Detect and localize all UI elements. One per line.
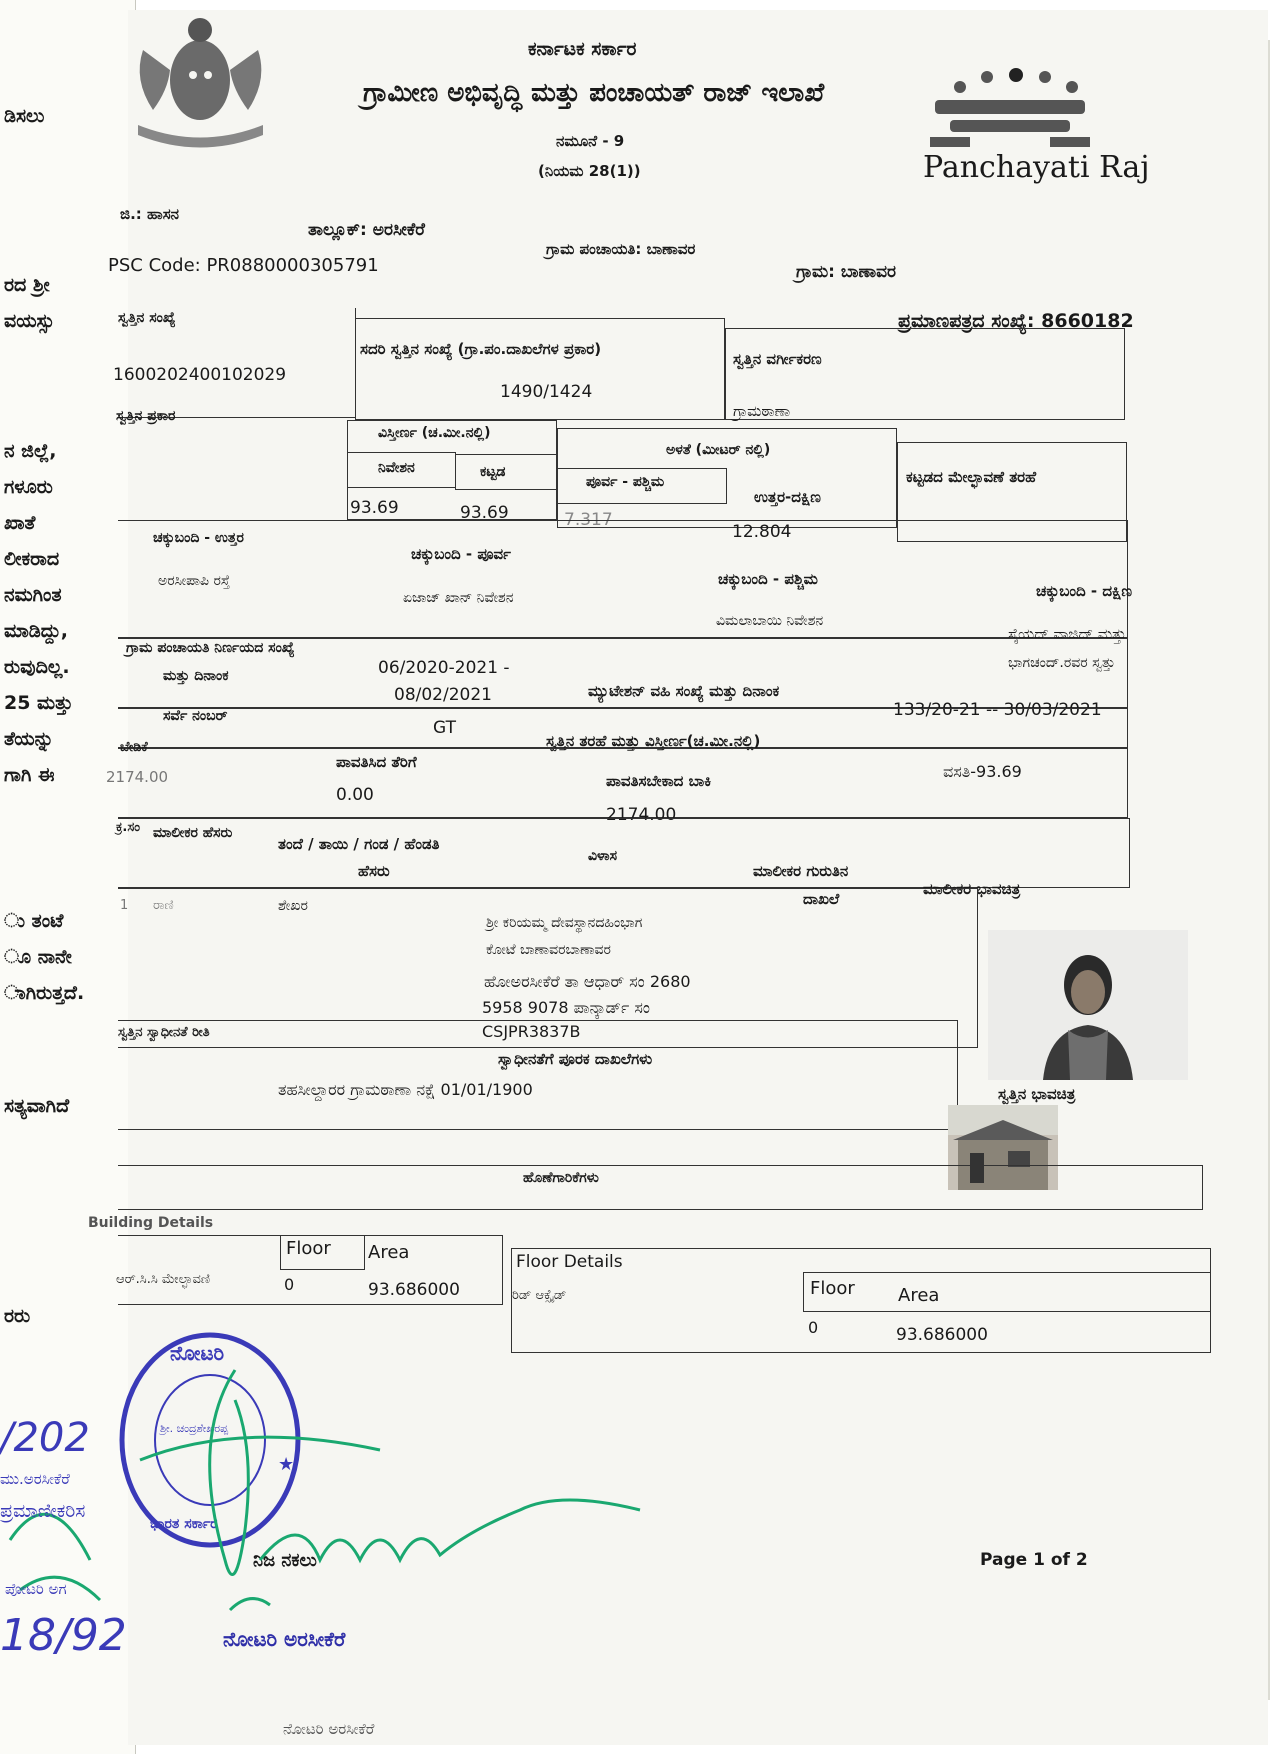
left-page-line: ು ತಂಟೆ	[4, 910, 64, 932]
resolution-label-2: ಮತ್ತು ದಿನಾಂಕ	[163, 668, 229, 684]
notary-stamp-text: ನೋಟರಿ ಅರಸೀಕೆರೆ	[223, 1627, 346, 1651]
svg-text:★: ★	[278, 1454, 295, 1475]
address-line-4: 5958 9078 ಪಾನ್ಕಾರ್ಡ್ ಸಂ	[482, 998, 650, 1017]
floor-floor-value: 0	[808, 1318, 819, 1337]
signature-icon	[0, 1360, 700, 1630]
south-boundary-label: ಚಕ್ಕುಬಂದಿ - ದಕ್ಷಿಣ	[1036, 582, 1133, 600]
bottom-faint-mark: ನೋಟರಿ ಅರಸೀಕೆರೆ	[283, 1720, 375, 1738]
district: ಜಿ.: ಹಾಸನ	[120, 205, 179, 223]
area-label: ವಿಸ್ತೀರ್ಣ (ಚ.ಮೀ.ನಲ್ಲಿ)	[378, 425, 491, 441]
mutation-label: ಮ್ಯುಟೇಶನ್ ವಹಿ ಸಂಖ್ಯೆ ಮತ್ತು ದಿನಾಂಕ	[588, 682, 780, 700]
owner-sl-value: 1	[120, 898, 129, 913]
department-title: ಗ್ರಾಮೀಣ ಅಭಿವೃದ್ಧಿ ಮತ್ತು ಪಂಚಾಯತ್ ರಾಜ್ ಇಲಾಖೆ	[363, 78, 825, 108]
property-photo-label: ಸ್ವತ್ತಿನ ಭಾವಚಿತ್ರ	[998, 1085, 1076, 1103]
idproof-label-2: ದಾಖಲೆ	[803, 890, 840, 908]
left-handwriting-1: /202	[0, 1415, 90, 1461]
seal-bottom-text: ಭಾರತ ಸರ್ಕಾರ	[150, 1516, 218, 1532]
left-page-line: ಗಾಗಿ ಈ	[4, 764, 55, 786]
building-floor-value: 0	[284, 1275, 295, 1294]
owner-photo	[988, 930, 1188, 1080]
building-label: ಕಟ್ಟಡ	[480, 464, 506, 480]
gp-number-cell	[355, 318, 725, 420]
karnataka-emblem-icon	[113, 10, 288, 160]
gp-number-label: ಸದರಿ ಸ್ವತ್ತಿನ ಸಂಖ್ಯೆ (ಗ್ರಾ.ಪಂ.ದಾಖಲೆಗಳ ಪ್ರಕಾರ)	[360, 340, 602, 358]
seal-top-text: ನೋಟರಿ	[170, 1341, 225, 1365]
floor-type-value: ರಿಡ್ ಆಕ್ಸೈಡ್	[512, 1288, 567, 1303]
left-page-line: ರರು	[4, 1305, 31, 1327]
west-boundary-value: ವಿಮಲಾಬಾಯಿ ನಿವೇಶನ	[716, 613, 824, 629]
paid-value: 0.00	[336, 785, 374, 805]
left-page-line: 25 ಮತ್ತು	[4, 692, 73, 714]
building-label-cell	[455, 454, 557, 490]
seal-center-text: ಶ್ರೀ. ಚಂದ್ರಶೇಖರಪ್ಪ	[160, 1422, 229, 1435]
roof-type-label: ಕಟ್ಟಡದ ಮೇಲ್ಛಾವಣೆ ತರಹೆ	[906, 468, 1037, 486]
left-page-line: ಗಳೂರು	[4, 476, 53, 498]
west-boundary-label: ಚಕ್ಕುಬಂದಿ - ಪಶ್ಚಿಮ	[718, 570, 818, 588]
north-south-label: ಉತ್ತರ-ದಕ್ಷಿಣ	[754, 488, 821, 506]
owner-name-value: ರಾಣಿ	[153, 898, 174, 913]
left-page-line: ತೆಯನ್ನು	[4, 728, 54, 750]
floor-floor-label: Floor	[810, 1278, 855, 1299]
owner-sl-label: ಕ್ರ.ಸಂ	[116, 820, 140, 835]
village: ಗ್ರಾಮ: ಬಾಣಾವರ	[796, 262, 897, 282]
true-copy-label: ನಿಜ ನಕಲು	[253, 1550, 317, 1571]
taluk: ತಾಲ್ಲೂಕ್: ಅರಸೀಕೆರೆ	[308, 220, 425, 240]
east-west-value: 7.317	[564, 510, 613, 530]
left-page-line: ಖಾತೆ	[4, 512, 36, 534]
left-page-line: ಸತ್ಯವಾಗಿದೆ	[4, 1095, 70, 1117]
north-boundary-label: ಚಕ್ಕುಬಂದಿ - ಉತ್ತರ	[153, 530, 244, 546]
govt-title: ಕರ್ನಾಟಕ ಸರ್ಕಾರ	[528, 38, 637, 60]
south-boundary-value-2: ಭಾಗಚಂದ್.ರವರ ಸ್ವತ್ತು	[1008, 655, 1116, 671]
owner-name-label: ಮಾಲೀಕರ ಹೆಸರು	[153, 825, 233, 841]
left-page-line: ನ ಜಿಲ್ಲೆ,	[4, 440, 57, 462]
usage-label: ಸ್ವತ್ತಿನ ತರಹೆ ಮತ್ತು ವಿಸ್ತೀರ್ಣ(ಚ.ಮೀ.ನಲ್ಲಿ)	[546, 732, 761, 750]
floor-details-header	[803, 1272, 1211, 1312]
building-area-label: Area	[368, 1242, 410, 1263]
balance-label: ಪಾವತಿಸಬೇಕಾದ ಬಾಕಿ	[606, 772, 712, 790]
liabilities-row	[118, 1165, 1203, 1210]
owner-header-row	[118, 818, 1130, 888]
east-boundary-label: ಚಕ್ಕುಬಂದಿ - ಪೂರ್ವ	[411, 545, 511, 563]
left-page-line: ೂ ನಾನೇ	[4, 946, 72, 968]
building-floor-label: Floor	[286, 1238, 331, 1259]
east-boundary-value: ಏಜಾಜ್ ಖಾನ್ ನಿವೇಶನ	[403, 590, 514, 606]
left-handwriting-5: 18/92	[0, 1610, 127, 1661]
property-type-label: ಸ್ವತ್ತಿನ ಪ್ರಕಾರ	[116, 408, 176, 424]
form-number: ನಮೂನೆ - 9	[556, 132, 625, 150]
address-line-2: ಕೋಟೆ ಬಾಣಾವರಬಾಣಾವರ	[486, 942, 611, 958]
demand-label: ಬೇಡಿಕೆ	[120, 740, 148, 755]
dimension-label: ಅಳತೆ (ಮೀಟರ್ ನಲ್ಲಿ)	[666, 442, 771, 458]
relation-label-1: ತಂದೆ / ತಾಯಿ / ಗಂಡ / ಹೆಂಡತಿ	[278, 835, 440, 853]
gram-panchayat: ಗ್ರಾಮ ಪಂಚಾಯತಿ: ಬಾಣಾವರ	[546, 240, 696, 258]
left-page-line: ಮಾಡಿದ್ದು,	[4, 620, 69, 642]
page-number: Page 1 of 2	[980, 1550, 1088, 1570]
north-boundary-value: ಅರಸೀಪಾಪಿ ರಸ್ತೆ	[158, 573, 231, 589]
building-roof-type: ಆರ್.ಸಿ.ಸಿ ಮೇಲ್ಛಾವಣಿ	[116, 1272, 211, 1287]
idproof-label-1: ಮಾಲೀಕರ ಗುರುತಿನ	[753, 862, 849, 880]
liabilities-label: ಹೊಣೆಗಾರಿಕೆಗಳು	[523, 1170, 599, 1186]
paid-label: ಪಾವತಿಸಿದ ತೆರಿಗೆ	[336, 753, 417, 771]
building-details-label: Building Details	[88, 1215, 214, 1231]
classification-value: ಗ್ರಾಮಠಾಣಾ	[733, 402, 791, 420]
address-line-3: ಹೋಅರಸೀಕೆರೆ ತಾ ಆಧಾರ್ ಸಂ 2680	[484, 972, 691, 991]
relation-label-2: ಹೆಸರು	[358, 862, 390, 880]
resolution-value-1: 06/2020-2021 -	[378, 658, 510, 678]
boundaries-row	[118, 520, 1128, 638]
left-page-line: ರುವುದಿಲ್ಲ.	[4, 656, 70, 678]
acquisition-method-label: ಸ್ವತ್ತಿನ ಸ್ವಾಧೀನತೆ ರೀತಿ	[118, 1025, 210, 1040]
panchayati-raj-logo-icon	[920, 65, 1100, 155]
building-area-value: 93.69	[460, 503, 509, 523]
survey-value: GT	[433, 718, 456, 738]
classification-label: ಸ್ವತ್ತಿನ ವರ್ಗೀಕರಣ	[733, 350, 822, 368]
left-page-line: ನಮಗಿಂತ	[4, 584, 62, 606]
site-area-value: 93.69	[350, 498, 399, 518]
north-south-value: 12.804	[732, 522, 792, 542]
psc-code: PSC Code: PR0880000305791	[108, 255, 379, 276]
left-page-line: ಲೀಕರಾದ	[4, 548, 60, 570]
address-line-5: CSJPR3837B	[482, 1022, 581, 1041]
resolution-label-1: ಗ್ರಾಮ ಪಂಚಾಯತಿ ನಿರ್ಣಯದ ಸಂಖ್ಯೆ	[126, 640, 295, 656]
balance-value: 2174.00	[606, 805, 677, 825]
acquisition-docs-label: ಸ್ವಾಧೀನತೆಗೆ ಪೂರಕ ದಾಖಲೆಗಳು	[498, 1050, 653, 1068]
south-boundary-value-1: ಸೈಯದ್ ವಾಜಿದ್ ಮತ್ತು	[1008, 625, 1127, 643]
gp-number-value: 1490/1424	[500, 382, 593, 402]
acquisition-docs-value: ತಹಸೀಲ್ದಾರರ ಗ್ರಾಮಠಾಣಾ ನಕ್ಷೆ 01/01/1900	[278, 1080, 533, 1099]
owner-photo-label: ಮಾಲೀಕರ ಭಾವಚಿತ್ರ	[923, 880, 1021, 898]
rule-number: (ನಿಯಮ 28(1))	[538, 162, 641, 180]
left-page-line: ರದ ಶ್ರೀ	[4, 274, 50, 296]
floor-details-label: Floor Details	[516, 1252, 623, 1272]
acquisition-row	[118, 1020, 958, 1130]
panchayati-raj-logo-text: Panchayati Raj	[923, 150, 1150, 185]
left-handwriting-2: ಮು.ಅರಸೀಕೆರೆ	[0, 1470, 70, 1488]
floor-area-label: Area	[898, 1285, 940, 1306]
demand-value: 2174.00	[106, 768, 169, 786]
east-west-label: ಪೂರ್ವ - ಪಶ್ಚಿಮ	[586, 474, 665, 490]
left-handwriting-3: ಪ್ರಮಾಣೀಕರಿಸ	[0, 1500, 86, 1522]
floor-area-value: 93.686000	[896, 1325, 988, 1345]
building-area-value: 93.686000	[368, 1280, 460, 1300]
left-page-line: ಾಗಿರುತ್ತದೆ.	[4, 982, 85, 1004]
property-id-value: 1600202400102029	[113, 365, 287, 385]
left-page-line: ಡಿಸಲು	[4, 105, 45, 127]
site-label: ನಿವೇಶನ	[378, 460, 415, 476]
address-line-1: ಶ್ರೀ ಕರಿಯಮ್ಮ ದೇವಸ್ಥಾನದಹಿಂಭಾಗ	[486, 915, 643, 931]
address-label: ವಿಳಾಸ	[588, 848, 618, 864]
survey-label: ಸರ್ವೆ ನಂಬರ್	[163, 708, 228, 724]
certificate-number: ಪ್ರಮಾಣಪತ್ರದ ಸಂಖ್ಯೆ: 8660182	[898, 310, 1134, 332]
left-handwriting-4: ಪೋಟರಿ ಅಗ	[5, 1580, 67, 1598]
relation-value: ಶೇಖರ	[278, 898, 308, 914]
mutation-value: 133/20-21 -- 30/03/2021	[893, 700, 1102, 720]
usage-value: ವಸತಿ-93.69	[943, 762, 1022, 781]
property-id-label: ಸ್ವತ್ತಿನ ಸಂಖ್ಯೆ	[118, 310, 176, 326]
resolution-value-2: 08/02/2021	[394, 685, 492, 705]
left-page-line: ವಯಸ್ಸು	[4, 310, 55, 332]
